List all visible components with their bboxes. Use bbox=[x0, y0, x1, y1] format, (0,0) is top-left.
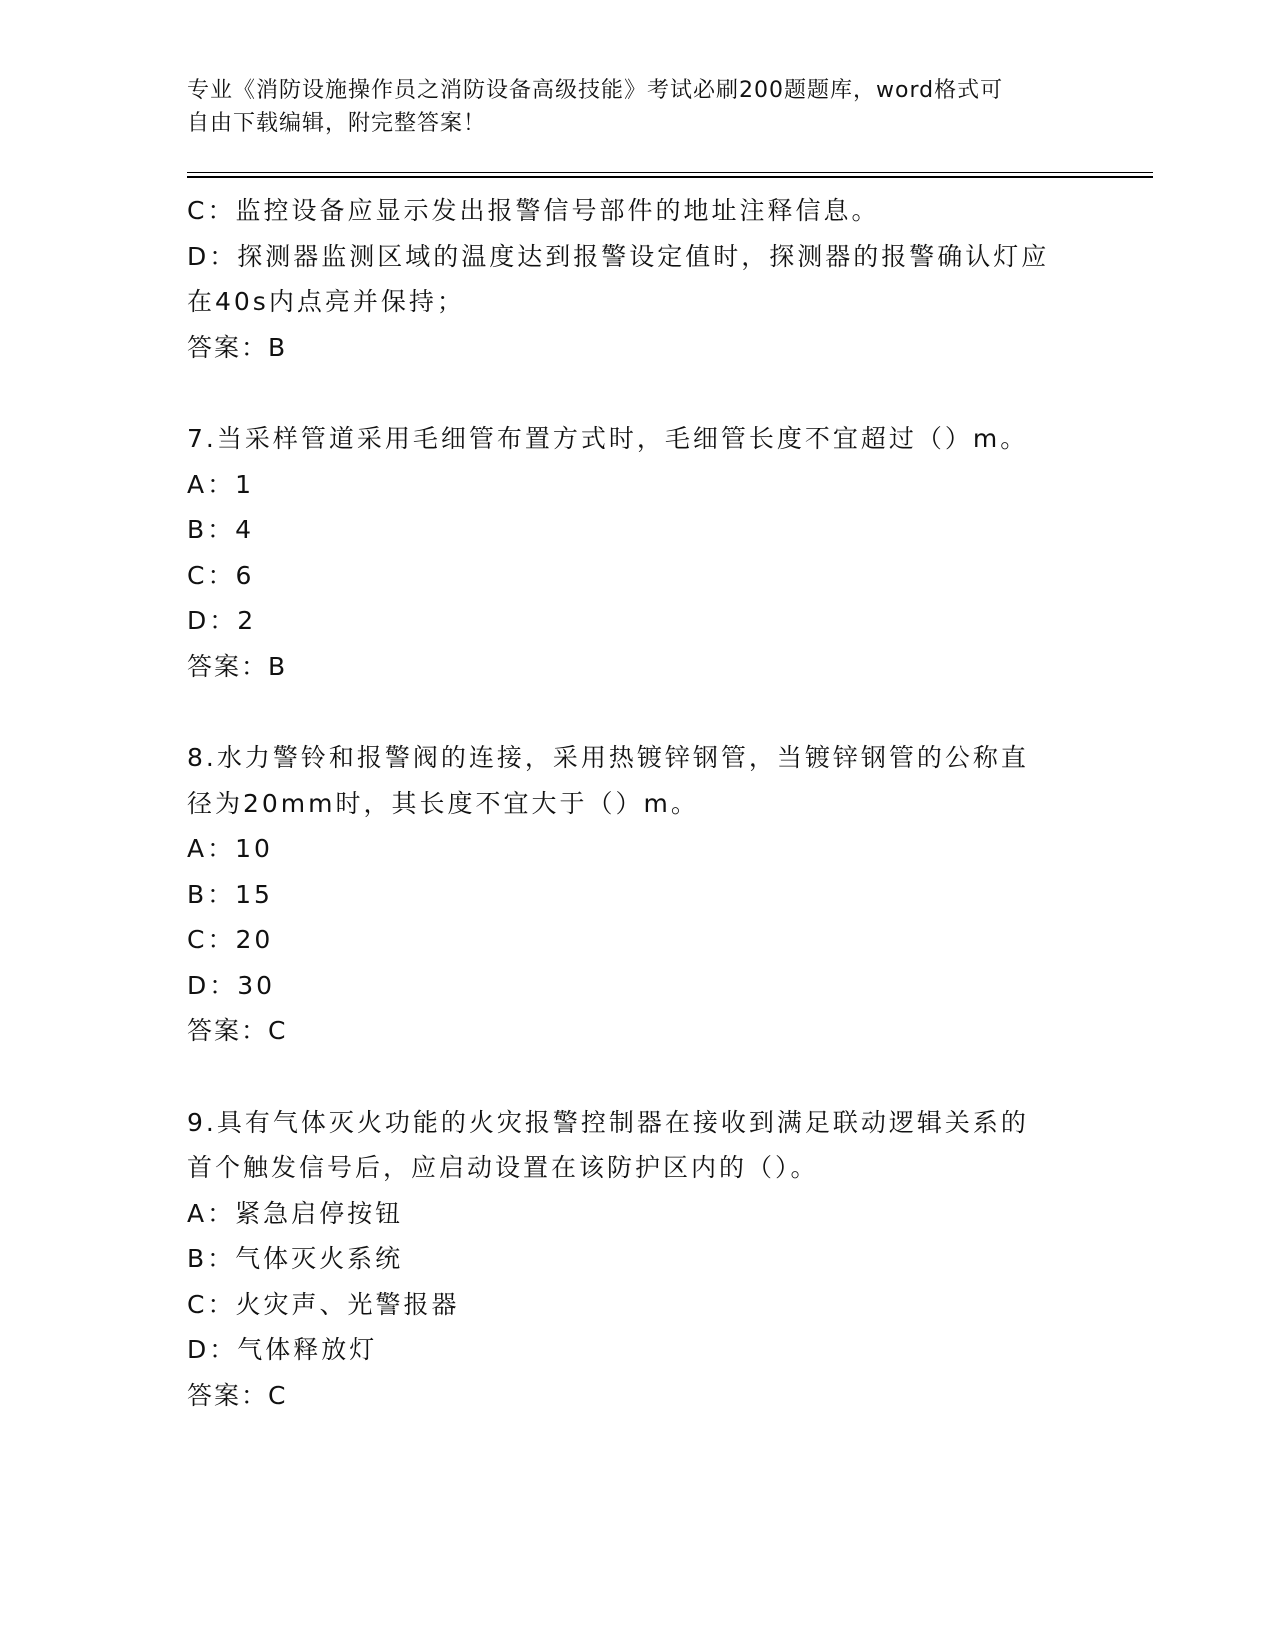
spacer bbox=[187, 1054, 1087, 1100]
option-d-line-1: D：探测器监测区域的温度达到报警设定值时，探测器的报警确认灯应 bbox=[187, 241, 1050, 271]
option-a: A：10 bbox=[187, 834, 273, 863]
answer: 答案：C bbox=[187, 1380, 288, 1410]
header-divider-thick bbox=[187, 176, 1153, 178]
option-a: A：1 bbox=[187, 469, 255, 499]
option-b: B：4 bbox=[187, 515, 255, 544]
spacer bbox=[187, 370, 1087, 416]
document-header bbox=[187, 74, 1067, 140]
answer: 答案：C bbox=[187, 1016, 288, 1045]
question-6-tail bbox=[187, 188, 1087, 370]
question-text-line-2: 径为20mm时，其长度不宜大于（）m。 bbox=[187, 788, 699, 818]
question-text: 7.当采样管道采用毛细管布置方式时，毛细管长度不宜超过（）m。 bbox=[187, 424, 1029, 453]
option-d: D：2 bbox=[187, 606, 257, 635]
option-c: C：20 bbox=[187, 925, 274, 954]
question-8 bbox=[187, 735, 1087, 1054]
question-7 bbox=[187, 416, 1087, 689]
option-b: B：气体灭火系统 bbox=[187, 1244, 404, 1273]
answer: 答案：B bbox=[187, 651, 288, 681]
question-text-line-1: 8.水力警铃和报警阀的连接，采用热镀锌钢管，当镀锌钢管的公称直 bbox=[187, 743, 1029, 772]
question-list bbox=[187, 188, 1087, 1418]
header-title-line-1: 专业《消防设施操作员之消防设备高级技能》考试必刷200题题库，word格式可 bbox=[187, 78, 1004, 103]
option-b: B：15 bbox=[187, 879, 273, 909]
answer: 答案：B bbox=[187, 332, 288, 362]
question-9 bbox=[187, 1100, 1087, 1419]
question-text-line-1: 9.具有气体灭火功能的火灾报警控制器在接收到满足联动逻辑关系的 bbox=[187, 1107, 1029, 1137]
option-d: D：30 bbox=[187, 970, 276, 1000]
option-d-line-2: 在40s内点亮并保持； bbox=[187, 287, 465, 316]
question-text-line-2: 首个触发信号后，应启动设置在该防护区内的（）。 bbox=[187, 1153, 819, 1182]
option-a: A：紧急启停按钮 bbox=[187, 1198, 404, 1228]
header-divider-thin bbox=[187, 172, 1153, 173]
option-c: C：监控设备应显示发出报警信号部件的地址注释信息。 bbox=[187, 196, 880, 225]
option-d: D：气体释放灯 bbox=[187, 1335, 378, 1364]
option-c: C：6 bbox=[187, 560, 255, 590]
header-title-line-2: 自由下载编辑，附完整答案！ bbox=[187, 111, 487, 136]
spacer bbox=[187, 689, 1087, 735]
option-c: C：火灾声、光警报器 bbox=[187, 1289, 460, 1319]
